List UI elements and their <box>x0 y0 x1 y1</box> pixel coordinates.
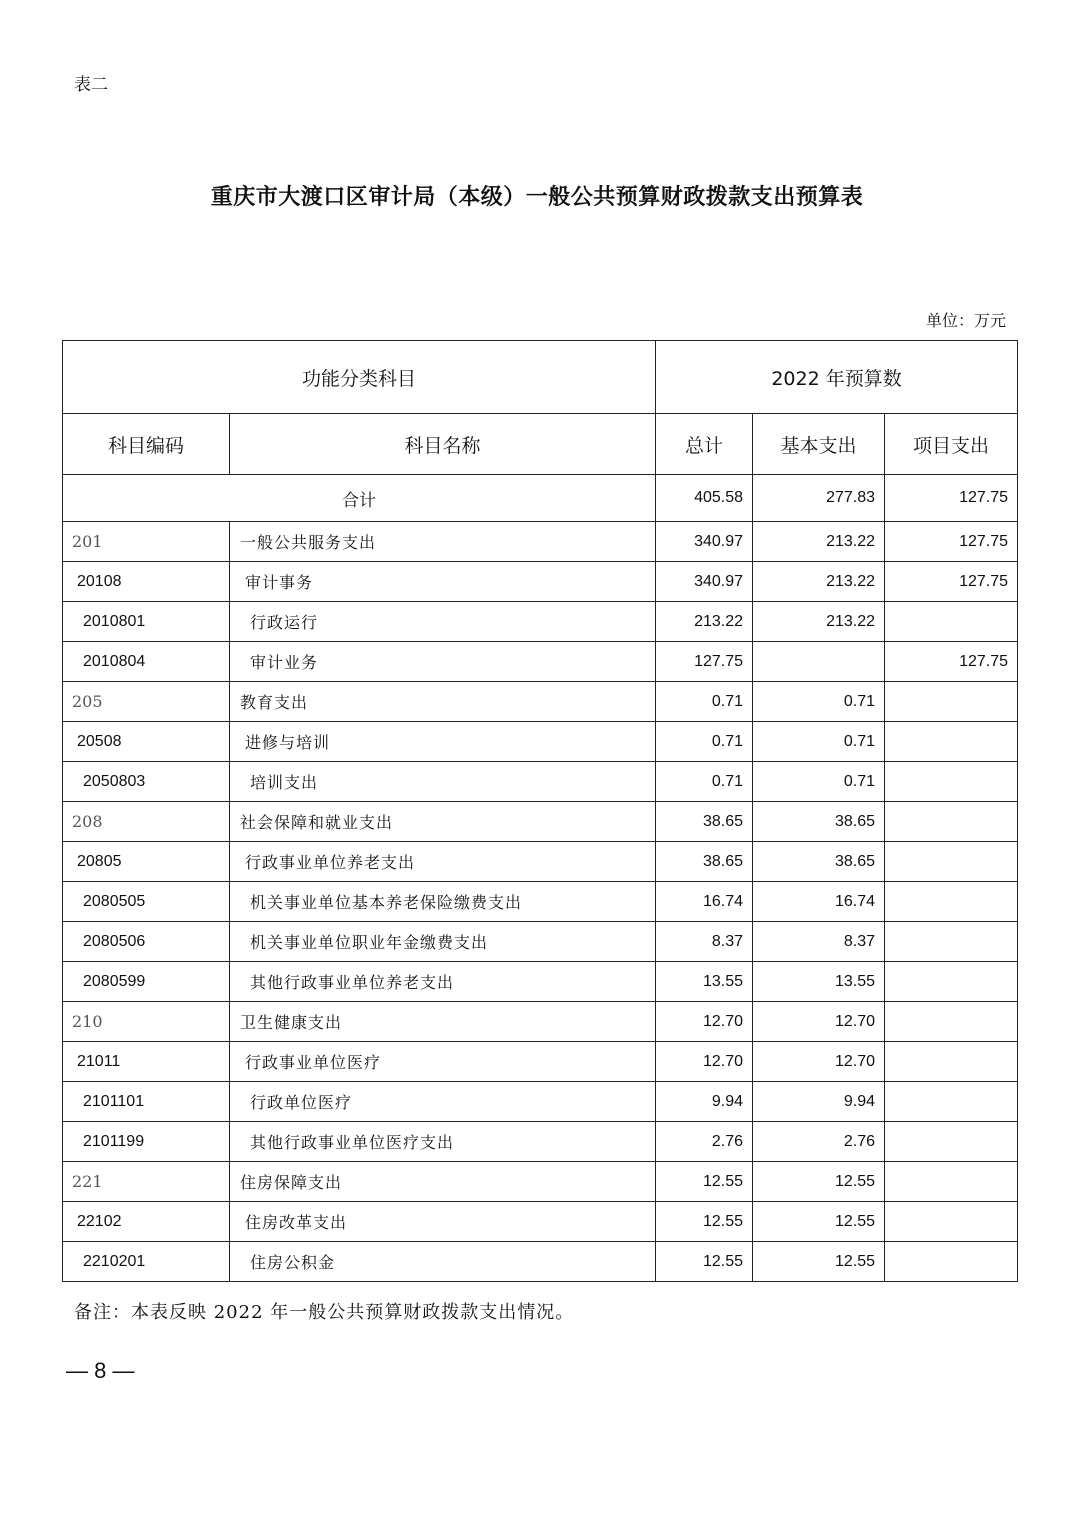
row-project: 127.75 <box>885 562 1018 602</box>
column-header-project: 项目支出 <box>885 414 1018 475</box>
page-number: — 8 — <box>66 1358 135 1383</box>
table-row <box>63 722 1018 762</box>
table-row <box>63 1002 1018 1042</box>
total-basic: 277.83 <box>753 475 885 522</box>
table-row <box>63 682 1018 722</box>
table-row <box>63 842 1018 882</box>
table-row <box>63 562 1018 602</box>
row-name: 卫生健康支出 <box>230 1002 656 1042</box>
row-basic: 16.74 <box>753 882 885 922</box>
row-project <box>885 722 1018 762</box>
footnote: 备注：本表反映 2022 年一般公共预算财政拨款支出情况。 <box>74 1302 575 1323</box>
row-basic: 12.55 <box>753 1202 885 1242</box>
row-basic: 12.55 <box>753 1242 885 1282</box>
table-row <box>63 762 1018 802</box>
row-total: 0.71 <box>656 762 753 802</box>
row-total: 2.76 <box>656 1122 753 1162</box>
column-header-code: 科目编码 <box>63 414 230 475</box>
row-basic: 38.65 <box>753 842 885 882</box>
row-code: 221 <box>63 1162 230 1202</box>
header-group-function-category: 功能分类科目 <box>63 341 656 414</box>
row-code: 2080505 <box>63 882 230 922</box>
row-total: 9.94 <box>656 1082 753 1122</box>
row-code: 2050803 <box>63 762 230 802</box>
row-total: 16.74 <box>656 882 753 922</box>
row-code: 2080506 <box>63 922 230 962</box>
row-project <box>885 1042 1018 1082</box>
row-code: 20508 <box>63 722 230 762</box>
row-project <box>885 842 1018 882</box>
row-name: 教育支出 <box>230 682 656 722</box>
row-project <box>885 682 1018 722</box>
row-project <box>885 802 1018 842</box>
document-label: 表二 <box>74 75 108 95</box>
budget-table <box>62 340 1018 1282</box>
table-row <box>63 522 1018 562</box>
row-basic: 0.71 <box>753 682 885 722</box>
total-project: 127.75 <box>885 475 1018 522</box>
row-project <box>885 1122 1018 1162</box>
table-row <box>63 922 1018 962</box>
row-basic: 13.55 <box>753 962 885 1002</box>
total-sum: 405.58 <box>656 475 753 522</box>
row-basic: 213.22 <box>753 602 885 642</box>
table-row <box>63 1122 1018 1162</box>
row-total: 8.37 <box>656 922 753 962</box>
row-name: 培训支出 <box>230 762 656 802</box>
total-label: 合计 <box>63 475 656 522</box>
row-code: 2010801 <box>63 602 230 642</box>
row-name: 审计业务 <box>230 642 656 682</box>
row-project <box>885 962 1018 1002</box>
row-basic: 12.70 <box>753 1002 885 1042</box>
row-project <box>885 762 1018 802</box>
row-total: 0.71 <box>656 682 753 722</box>
row-project <box>885 1162 1018 1202</box>
row-total: 0.71 <box>656 722 753 762</box>
table-row <box>63 802 1018 842</box>
row-code: 2010804 <box>63 642 230 682</box>
row-basic: 213.22 <box>753 522 885 562</box>
row-basic: 9.94 <box>753 1082 885 1122</box>
table-row <box>63 882 1018 922</box>
row-basic: 12.55 <box>753 1162 885 1202</box>
table-row <box>63 1082 1018 1122</box>
row-basic: 0.71 <box>753 762 885 802</box>
row-basic: 2.76 <box>753 1122 885 1162</box>
row-basic: 213.22 <box>753 562 885 602</box>
row-name: 一般公共服务支出 <box>230 522 656 562</box>
column-header-basic: 基本支出 <box>753 414 885 475</box>
row-project <box>885 1002 1018 1042</box>
row-code: 2080599 <box>63 962 230 1002</box>
row-name: 住房改革支出 <box>230 1202 656 1242</box>
total-row <box>63 475 1018 522</box>
row-code: 2101199 <box>63 1122 230 1162</box>
row-name: 审计事务 <box>230 562 656 602</box>
table-row <box>63 1242 1018 1282</box>
row-total: 12.55 <box>656 1202 753 1242</box>
row-project <box>885 1202 1018 1242</box>
row-name: 行政运行 <box>230 602 656 642</box>
row-basic: 38.65 <box>753 802 885 842</box>
column-header-name: 科目名称 <box>230 414 656 475</box>
column-header-total: 总计 <box>656 414 753 475</box>
row-name: 行政事业单位养老支出 <box>230 842 656 882</box>
row-project: 127.75 <box>885 642 1018 682</box>
row-basic: 12.70 <box>753 1042 885 1082</box>
row-total: 12.70 <box>656 1042 753 1082</box>
unit-label: 单位：万元 <box>925 311 1006 330</box>
row-name: 住房公积金 <box>230 1242 656 1282</box>
row-basic <box>753 642 885 682</box>
row-project <box>885 1242 1018 1282</box>
row-name: 行政单位医疗 <box>230 1082 656 1122</box>
row-code: 22102 <box>63 1202 230 1242</box>
row-total: 213.22 <box>656 602 753 642</box>
table-row <box>63 1042 1018 1082</box>
table-row <box>63 642 1018 682</box>
table-row <box>63 1202 1018 1242</box>
page-title: 重庆市大渡口区审计局（本级）一般公共预算财政拨款支出预算表 <box>210 185 864 210</box>
row-name: 社会保障和就业支出 <box>230 802 656 842</box>
table-row <box>63 1162 1018 1202</box>
row-project <box>885 1082 1018 1122</box>
header-group-budget-year: 2022 年预算数 <box>656 341 1018 414</box>
row-code: 205 <box>63 682 230 722</box>
row-name: 进修与培训 <box>230 722 656 762</box>
row-name: 其他行政事业单位医疗支出 <box>230 1122 656 1162</box>
row-total: 13.55 <box>656 962 753 1002</box>
row-code: 201 <box>63 522 230 562</box>
table-row <box>63 962 1018 1002</box>
row-code: 21011 <box>63 1042 230 1082</box>
row-code: 208 <box>63 802 230 842</box>
row-project <box>885 602 1018 642</box>
row-project <box>885 882 1018 922</box>
row-project <box>885 922 1018 962</box>
row-basic: 0.71 <box>753 722 885 762</box>
row-code: 210 <box>63 1002 230 1042</box>
row-total: 12.55 <box>656 1162 753 1202</box>
row-project: 127.75 <box>885 522 1018 562</box>
row-total: 38.65 <box>656 802 753 842</box>
row-name: 其他行政事业单位养老支出 <box>230 962 656 1002</box>
row-name: 机关事业单位基本养老保险缴费支出 <box>230 882 656 922</box>
row-total: 340.97 <box>656 522 753 562</box>
row-basic: 8.37 <box>753 922 885 962</box>
row-total: 340.97 <box>656 562 753 602</box>
row-total: 12.70 <box>656 1002 753 1042</box>
row-code: 20805 <box>63 842 230 882</box>
row-code: 2210201 <box>63 1242 230 1282</box>
row-total: 127.75 <box>656 642 753 682</box>
table-row <box>63 602 1018 642</box>
row-total: 12.55 <box>656 1242 753 1282</box>
row-name: 机关事业单位职业年金缴费支出 <box>230 922 656 962</box>
row-code: 2101101 <box>63 1082 230 1122</box>
row-total: 38.65 <box>656 842 753 882</box>
row-name: 行政事业单位医疗 <box>230 1042 656 1082</box>
row-code: 20108 <box>63 562 230 602</box>
row-name: 住房保障支出 <box>230 1162 656 1202</box>
